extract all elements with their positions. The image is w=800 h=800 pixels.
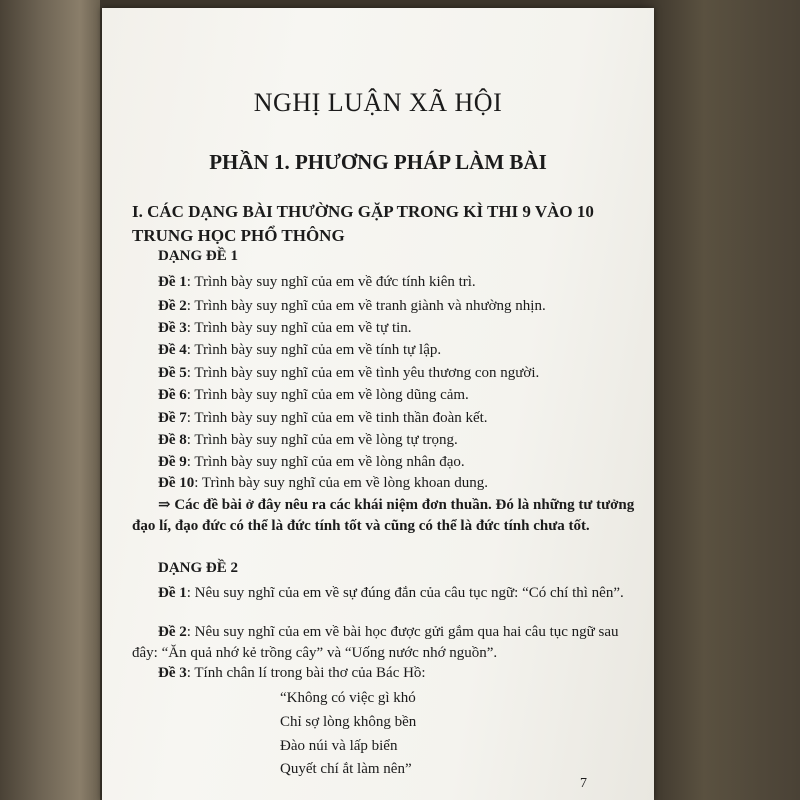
section-heading: I. CÁC DẠNG BÀI THƯỜNG GẶP TRONG KÌ THI 9 VÀO 10 TRUNG HỌC PHỔ THÔNG — [132, 202, 594, 245]
list-item — [158, 296, 546, 316]
list-item — [158, 473, 488, 493]
item-text: : Trình bày suy nghĩ của em về tranh giành và nhường nhịn. — [186, 298, 546, 314]
list-item — [158, 408, 488, 428]
item-label: Đề 9 — [158, 454, 187, 470]
item-label: Đề 8 — [158, 432, 187, 448]
item-text: : Trình bày suy nghĩ của em về lòng dũng cảm. — [186, 387, 469, 403]
list-item — [158, 272, 476, 292]
item-label: Đề 10 — [158, 475, 195, 491]
list-item — [158, 363, 539, 383]
book-page — [102, 8, 654, 800]
poem-line: Đào núi và lấp biển — [280, 738, 398, 754]
page-title: NGHỊ LUẬN XÃ HỘI — [253, 88, 503, 117]
item-text: : Trình bày suy nghĩ của em về đức tính kiên trì. — [186, 274, 476, 290]
item-text: : Trình bày suy nghĩ của em về tự tin. — [186, 320, 412, 336]
poem-line: Quyết chí ắt làm nên” — [280, 761, 412, 777]
item-label: Đề 6 — [158, 387, 187, 403]
group1-conclusion: ⇒ Các đề bài ở đây nêu ra các khái niệm đơn thuần. Đó là những tư tưởng đạo lí, đạo đức có thể là đức tính tốt và cũng có thể là đức tính chưa tốt. — [132, 497, 635, 534]
page-number: 7 — [580, 776, 587, 791]
item-label: Đề 2 — [158, 298, 187, 314]
item-label: Đề 2 — [158, 624, 187, 640]
list-item — [158, 340, 441, 360]
item-label: Đề 3 — [158, 665, 187, 681]
item-text: : Trình bày suy nghĩ của em về lòng nhân đạo. — [186, 454, 465, 470]
group1-heading: DẠNG ĐỀ 1 — [158, 248, 239, 264]
item-text: : Tính chân lí trong bài thơ của Bác Hồ: — [186, 665, 426, 681]
poem-line: “Không có việc gì khó — [280, 690, 416, 706]
item-label: Đề 1 — [158, 274, 187, 290]
item-label: Đề 3 — [158, 320, 187, 336]
list-item — [132, 663, 637, 684]
item-text: : Nêu suy nghĩ của em về bài học được gửi gắm qua hai câu tục ngữ sau đây: “Ăn quả nhớ kẻ trồng cây” và “Uống nước nhớ nguồn”. — [132, 624, 619, 661]
item-text: : Trình bày suy nghĩ của em về lòng tự trọng. — [186, 432, 458, 448]
list-item — [132, 622, 637, 664]
poem-line: Chỉ sợ lòng không bền — [280, 714, 417, 730]
item-label: Đề 7 — [158, 410, 187, 426]
list-item — [158, 385, 469, 405]
item-label: Đề 4 — [158, 342, 187, 358]
group2-heading: DẠNG ĐỀ 2 — [158, 560, 239, 576]
item-label: Đề 1 — [158, 585, 187, 601]
list-item — [158, 452, 465, 472]
list-item — [158, 430, 458, 450]
part-heading: PHẦN 1. PHƯƠNG PHÁP LÀM BÀI — [209, 150, 547, 174]
background-right — [640, 0, 800, 800]
item-label: Đề 5 — [158, 365, 187, 381]
item-text: : Trình bày suy nghĩ của em về tinh thần đoàn kết. — [186, 410, 488, 426]
item-text: : Trình bày suy nghĩ của em về tình yêu thương con người. — [186, 365, 540, 381]
list-item — [132, 583, 637, 604]
item-text: : Trình bày suy nghĩ của em về lòng khoan dung. — [194, 475, 488, 491]
item-text: : Nêu suy nghĩ của em về sự đúng đắn của câu tục ngữ: “Có chí thì nên”. — [186, 585, 624, 601]
list-item — [158, 318, 412, 338]
item-text: : Trình bày suy nghĩ của em về tính tự lập. — [186, 342, 442, 358]
